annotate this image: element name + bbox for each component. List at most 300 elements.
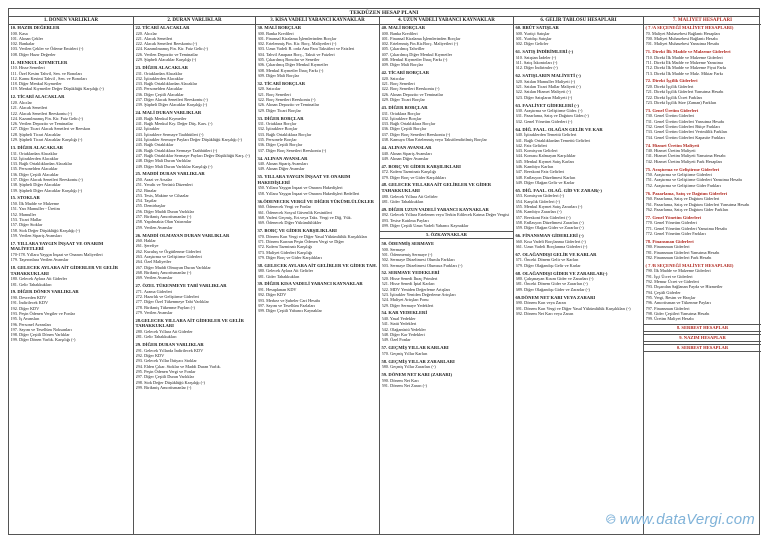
account-group-title: 36.ÖDENECEK VERGİ VE DİĞER YÜKÜMLÜLÜKLER (257, 198, 374, 204)
account-item: 152. Mamuller (10, 211, 37, 217)
account-item: 120. Alıcılar (10, 99, 32, 105)
account-item: 781. Finansman Giderleri Yansıtma Hesabı (645, 249, 720, 255)
account-group (258, 25, 378, 78)
account-item: 335. Personele Borçlar (257, 137, 297, 143)
account-group-title: ( 7 /B SEÇENEĞİ MALİYET HESAPLARI) (645, 262, 734, 268)
account-column (514, 17, 644, 534)
account-group (11, 25, 132, 57)
account-item: 493. Tesise Katılma Payları (381, 217, 429, 223)
account-item: 245. Bağlı Ortaklıklar (135, 142, 174, 148)
account-group (11, 94, 132, 142)
account-group (258, 116, 378, 153)
section-list (514, 25, 643, 534)
account-group-title: 60. BRÜT SATIŞLAR (515, 25, 559, 30)
account-item: 259. Verilen Avanslar (135, 224, 173, 230)
account-item: 661. Uzun Vadeli Borçlanma Giderleri (-) (515, 243, 588, 249)
account-item: 243. İştiraklere Sermaye Taahhütleri (-) (135, 131, 204, 137)
account-item: 771. Genel Yönetim Giderleri Yansıtma Hesabı (645, 225, 727, 231)
account-item: 436. Diğer Çeşitli Borçlar (381, 126, 427, 132)
account-item: 137. Diğer Alacak Senetleri Reeskontu (-) (10, 176, 83, 182)
account-group (382, 345, 512, 356)
account-item: 108. Diğer Hazır Değerler (10, 51, 56, 57)
account-item: 279. Verilen Avanslar (135, 309, 173, 315)
account-item: 601. Yurtdışı Satışlar (515, 35, 552, 41)
account-item: 298. Stok Değer Düşüklüğü Karşılığı (-) (135, 379, 205, 385)
account-item: 195. İş Avansları (10, 316, 40, 322)
account-item: 761. Pazarlama, Satış ve Dağıtım Giderleri Yansıtma Hesabı (645, 201, 750, 207)
account-group-title: 43. DİĞER BORÇLAR (381, 104, 428, 110)
section-list (9, 25, 133, 534)
account-item: 521. Hisse Senedi İptal Karları (381, 281, 435, 287)
account-item: 742. Hizmet Üretim Maliyeti Fark Hesapları (645, 158, 723, 164)
account-item: 433. Bağlı Ortaklıklara Borçlar (381, 121, 436, 127)
account-group-title: 69.DÖNEM NET KARI VEYA ZARARI (515, 294, 596, 300)
account-item: 420. Satıcılar (381, 75, 405, 81)
account-group (516, 295, 642, 316)
account-group (516, 25, 642, 46)
account-group-title: 11. MENKUL KIYMETLER (10, 59, 68, 65)
account-item: 643. Komisyon Gelirleri (515, 148, 558, 154)
account-item: 329. Diğer Ticari Borçlar (257, 107, 301, 113)
account-group (646, 143, 760, 164)
account-item: 656. Kambiyo Zararları (-) (515, 209, 562, 215)
account-item: 233. Bağlı Ortaklıklardan Alacaklar (135, 81, 198, 87)
account-group-title: 49. DİĞER UZUN VADELİ YABANCI KAYNAKLAR (381, 206, 489, 212)
account-item: 136. Diğer Çeşitli Alacaklar (10, 171, 59, 177)
account-item: 159. Verilen Sipariş Avansları (10, 232, 62, 238)
page-title: TEKDÜZEN HESAP PLANI (8, 8, 760, 16)
account-item: 131. Ortaklardan Alacaklar (10, 150, 58, 156)
account-item: 241. Bağlı Menkul Kıy. Değer Düş. Kars. (-) (135, 121, 213, 127)
section-list (644, 25, 761, 534)
account-item: 337. Diğer Borç Senetleri Reeskontu (-) (257, 147, 327, 153)
account-item: 481. Gider Tahakkukları (381, 198, 424, 204)
account-item: 529. Diğer Sermaye Yedekleri (381, 302, 434, 308)
account-item: 401. Finansal Kiralama İşlemlerinden Borçlar (381, 35, 461, 41)
account-item: 600. Yurtiçi Satışlar (515, 30, 550, 36)
account-item: 281. Gelir Tahakkukları (135, 334, 177, 340)
account-item: 548. Diğer Kar Yedekleri (381, 331, 425, 337)
account-group-title: 77. Genel Yönetim Giderleri (645, 214, 701, 220)
account-item: 720. Direkt İşçilik Giderleri (645, 84, 694, 90)
account-item: 397. Sayım ve Tesellüm Fazlaları (257, 302, 315, 308)
account-column (644, 17, 761, 534)
account-group (646, 49, 760, 76)
account-item: 118. Diğer Menkul Kıymetler (10, 81, 62, 87)
account-item: 541. Statü Yedekleri (381, 321, 417, 327)
account-group-title: 68. OLAĞANDIŞI GİDER VE ZARARLAR(-) (515, 270, 608, 276)
account-item: 252. Binalar (135, 187, 157, 193)
account-group-title: 19. DİĞER DÖNEN VARLIKLAR (10, 289, 79, 295)
account-group (258, 228, 378, 260)
account-item: 499. Diğer Çeşitli Uzun Vadeli Yabancı Kaynaklar (381, 223, 469, 229)
account-item: 332. İştiraklere Borçlar (257, 126, 298, 132)
account-item: 300. Banka Kredileri (257, 30, 294, 36)
account-item: 222. Alacak Senetleri Reeskontu (-) (135, 41, 197, 47)
account-group (11, 195, 132, 238)
accounts-grid (8, 16, 760, 535)
account-item: 752. Araştırma ve Geliştirme Gider Farkları (645, 182, 721, 188)
account-item: 740. Hizmet Üretim Maliyeti (645, 148, 696, 154)
account-item: 251. Yeraltı ve Yerüstü Düzenleri (135, 182, 193, 188)
account-item: 622. Satılan Hizmet Maliyeti (-) (515, 89, 571, 95)
account-item: 322. Borç Senetleri Reeskontu (-) (257, 97, 316, 103)
account-item: 421. Borç Senetleri (381, 81, 415, 87)
account-group (258, 199, 378, 226)
column-header: 2. DURAN VARLIKLAR (134, 17, 255, 25)
account-item: 267. Diğer Maddi Olmayan Duran Varlıklar (135, 264, 211, 270)
account-item: 139. Şüpheli Diğer Alacaklar Karşılığı (-) (10, 187, 83, 193)
account-group (516, 49, 642, 70)
account-item: 649. Diğer Olağan Gelir ve Karlar (515, 179, 575, 185)
account-group-title: 10. HAZIR DEĞERLER (10, 25, 60, 30)
account-item: 732. Genel Üretim Giderleri Bütçe Farkları (645, 124, 720, 130)
account-item: 620. Satılan Mamuller Maliyeti (-) (515, 78, 576, 84)
account-item: 193. Peşin Ödenen Vergiler ve Fonlar (10, 310, 76, 316)
account-group-title: 54. KAR YEDEKLERİ (381, 310, 428, 316)
account-item: 305. Çıkarılmış Bonolar ve Senetler (257, 57, 320, 63)
account-item: 232. İştiraklerden Alacaklar (135, 75, 184, 81)
account-group (136, 318, 254, 340)
account-item: 653. Komisyon Giderleri (-) (515, 193, 564, 199)
account-item: 257. Birikmiş Amortismanlar (-) (135, 214, 192, 220)
account-item: 472. Kıdem Tazminatı Karşılığı (381, 169, 437, 175)
account-item: 373. Maliyet Giderleri Karşılığı (257, 249, 313, 255)
column-header: 6. GELİR TABLOSU HESAPLARI (514, 17, 643, 25)
account-item: 358. Yıllara Yaygın İnşaat ve Onarım Hakedişleri Bedelleri (257, 190, 360, 196)
account-item: 658. Enflasyon Düzeltmesi Zararları (-) (515, 219, 584, 225)
account-item: 580. Geçmiş Yıllar Zararları (-) (381, 364, 436, 370)
account-group (136, 65, 254, 108)
account-item: 655. Menkul Kıymet Satış Zararları (-) (515, 203, 583, 209)
account-group (382, 372, 512, 388)
watermark (605, 506, 755, 532)
account-item: 630. Araştırma ve Geliştirme Gider. (-) (515, 108, 583, 114)
account-item: 721. Direkt İşçilik Giderleri Yansıtma Hesabı (645, 89, 724, 95)
account-item: 247. Bağlı Ortaklıklar Sermaye Payları Değer Düşüklüğü Karş. (-) (135, 152, 250, 158)
account-item: 179. Taşeronlara Verilen Avanslar (10, 257, 69, 263)
account-item: 119. Menkul Kıymetler Değer Düşüklüğü Karşılığı (-) (10, 86, 104, 92)
account-item: 540. Yasal Yedekler (381, 316, 416, 322)
account-group-title: 27. ÖZEL TÜKENMEYE TABİ VARLIKLAR (135, 283, 227, 289)
account-item: 520. Hisse Senedi İhraç Primleri (381, 276, 438, 282)
column-header: 3. KISA VADELİ YABANCI KAYNAKLAR (256, 17, 379, 25)
account-item: 631. Pazarlama, Satış ve Dağıtım Gider.(-) (515, 113, 589, 119)
column-header: 4. UZUN VADELİ YABANCI KAYNAKLAR (380, 17, 513, 25)
watermark-text: www.dataVergi.com (619, 510, 755, 528)
account-item: 431. Ortaklara Borçlar (381, 110, 421, 116)
account-item: 432. İştiraklere Borçlar (381, 115, 422, 121)
account-group (516, 233, 642, 249)
account-group (258, 156, 378, 172)
account-item: 713. Direkt İlk Madde ve Malz. Miktar Farkı (645, 70, 723, 76)
account-item: 70. Maliyet Muhasebesi Bağlantı Hesapları (645, 30, 721, 36)
account-item: 151. Yarı Mamuller - Üretim (10, 206, 60, 212)
account-item: 422. Borç Senetleri Reeskontu (-) (381, 86, 440, 92)
account-item: 440. Alınan Sipariş Avansları (381, 150, 432, 156)
account-item: 294. Elden Çıkar. Stoklar ve Maddi Duran Varlık. (135, 363, 221, 369)
account-item: 712. Direkt İlk Madde ve Malzeme Fiyat Farkı (645, 65, 727, 71)
account-group (136, 110, 254, 169)
account-item: 437. Diğer Borç Senetleri Reeskontu (-) (381, 131, 451, 137)
account-item: 303. Uzun Vadeli B. orda Ana Para Taksitleri ve Faizleri (257, 46, 355, 52)
account-group-title: 75. Araştırma ve Geliştirme Giderleri (645, 166, 720, 172)
account-item: 181. Gelir Tahakkukları (10, 281, 52, 287)
account-item: 379. Diğer Borç ve Gider Karşılıkları (257, 254, 322, 260)
account-item: 654. Karşılık Giderleri (-) (515, 198, 560, 204)
account-group (136, 342, 254, 390)
account-item: 306. Çıkarılmış Diğer Menkul Kıymetler (257, 62, 329, 68)
account-group-title: 57. GEÇMİŞ YILLAR KARLARI (381, 345, 449, 351)
account-item: 112. Kamu Kesimi Tahvil , Sen. ve Bonoları (10, 75, 87, 81)
account-item: 391. Hesaplanan KDV (257, 287, 297, 293)
account-group (382, 105, 512, 142)
account-group (136, 283, 254, 315)
account-item: 795. Vergi, Resim ve Harçlar (645, 294, 696, 300)
account-group-title: 28.GELECEK YILLARA AİT GİDERLER VE GELİR TAHAKKUKLARI (135, 317, 244, 329)
account-item: 254. Taşıtlar (135, 198, 157, 204)
account-item: 741. Hizmet Üretim Maliyeti Yansıtma Hesabı (645, 153, 726, 159)
account-group (382, 70, 512, 102)
account-group (136, 25, 254, 62)
account-item: 333. Bağlı Ortaklıklara Borçlar (257, 131, 312, 137)
account-item: 269. Verilen Avanslar (135, 275, 173, 281)
account-group-title: 64. DİĞ. FAAL. OLAĞAN GELİR VE KAR (515, 126, 603, 132)
account-item: 640. İştiraklerden Temettü Gelirleri (515, 132, 577, 138)
account-item: 796. Amortisman ve Tükenme Payları (645, 300, 711, 306)
account-group-title: 65. DİĞ. FAAL. OLAĞ. GİD VE ZARAR(-) (515, 187, 602, 193)
account-item: 258. Yapılmakta Olan Yatırımlar (135, 219, 192, 225)
account-item: 157. Diğer Stoklar (10, 222, 43, 228)
account-item: 700. Maliyet Muhasebesi Bağlantı Hesabı (645, 35, 718, 41)
account-item: 750. Araştırma ve Geliştirme Giderleri (645, 172, 712, 178)
account-item: 399. Diğer Çeşitli Yabancı Kaynaklar (257, 308, 322, 314)
account-item: 522. MDV Yeniden Değerleme Artışları (381, 286, 451, 292)
section-list (134, 25, 255, 534)
account-item: 647. Reeskont Faiz Gelirleri (515, 169, 565, 175)
account-item: 121. Alacak Senetleri (10, 105, 48, 111)
account-item: 320. Satıcılar (257, 86, 281, 92)
account-group (382, 270, 512, 307)
account-group (646, 215, 760, 236)
account-item: 153. Ticari Mallar (10, 216, 42, 222)
account-column (9, 17, 134, 534)
account-item: 611. Satış İskontoları (-) (515, 59, 558, 65)
account-item: 224. Kazanılmamış Fin. Kir. Faiz Gelir.(-) (135, 46, 208, 52)
account-item: 402. Ertelenmiş Fin.Kir.Borç. Maliyetleri (-) (381, 41, 459, 47)
account-item: 128. Şüpheli Ticari Alacaklar (10, 131, 61, 137)
account-group-title: 30. MALİ BORÇLAR (257, 25, 302, 30)
account-group-title: 24. MALİ DURAN VARLIKLAR (135, 110, 202, 116)
account-group-title: 13. DİĞER ALACAKLAR (10, 144, 63, 150)
account-group-title: 25. MADDİ DURAN VARLIKLAR (135, 171, 205, 177)
account-item: 271. Arama Giderleri (135, 288, 173, 294)
account-item: 790. İlk Madde ve Malzeme Giderleri (645, 268, 711, 274)
account-item: 710. Direkt İlk Madde ve Malzeme Giderleri (645, 54, 723, 60)
account-item: 380. Gelecek Aylara Ait Gelirler (257, 268, 314, 274)
account-item: 360. Ödenecek Vergi ve Fonlar (257, 204, 311, 210)
account-item: 392. Diğer KDV (257, 292, 287, 298)
account-item: 772. Genel Yönetim Gider Farkları (645, 230, 706, 236)
account-item: 197. Sayım ve Tesellüm Noksanları (10, 326, 72, 332)
account-group (516, 188, 642, 231)
account-group-title: 29. DİĞER DURAN VARLIKLAR (135, 342, 204, 348)
account-item: 297. Diğer Çeşitli Duran Varlıklar (135, 374, 195, 380)
account-group (646, 191, 760, 212)
account-item: 122. Alacak Senetleri Reeskontu (-) (10, 110, 72, 116)
account-item: 340. Alınan Sipariş Avansları (257, 161, 308, 167)
account-group-title: 39. DİĞER KISA VADELİ YABANCI KAYNAKLAR (257, 281, 363, 287)
account-item: 429. Diğer Ticari Borçlar (381, 97, 425, 103)
account-group-title: 37. BORÇ VE GİDER KARŞILIKLARI (257, 228, 337, 234)
account-item: 648. Enflasyon Düzeltmesi Karları (515, 174, 576, 180)
account-item: 733. Genel Üretim Giderleri Verimlilik Farkları (645, 129, 728, 135)
account-item: 103. Verilen Çekler ve Ödeme Emirleri (-) (10, 46, 84, 52)
account-group (646, 334, 760, 342)
account-item: 797. Finansman Giderleri (645, 305, 690, 311)
account-item: 479. Diğer Borç ve Gider Karşılıkları (381, 174, 446, 180)
account-item: 734. Genel Üretim Giderleri Kapasite Farkları (645, 134, 725, 140)
account-group (646, 167, 760, 188)
account-item: 659. Diğer Olağan Gider ve Zararlar (-) (515, 225, 584, 231)
account-group-title: 15. STOKLAR (10, 195, 40, 201)
account-item: 731. Genel Üretim Giderleri Yansıtma Hesabı (645, 118, 725, 124)
account-group (136, 171, 254, 230)
account-group (136, 233, 254, 281)
account-item: 689. Diğer Olağandışı Gider ve Zararlar (-) (515, 286, 590, 292)
account-item: 256. Diğer Maddi Duran Varlıklar (135, 208, 195, 214)
account-group (258, 174, 378, 196)
account-item: 302. Ertelenmiş Fin. Kir. Borç. Maliyetleri (-) (257, 41, 337, 47)
account-group (646, 25, 760, 46)
account-item: 701. Maliyet Muhasebesi Yansıtma Hesabı (645, 41, 720, 47)
account-item: 645. Menkul Kıymet Satış Karları (515, 158, 575, 164)
account-item: 762. Pazarlama, Satış ve Dağıtım Gider Farkları (645, 206, 729, 212)
account-group (382, 231, 512, 239)
account-item: 236. Diğer Çeşitli Alacaklar (135, 91, 184, 97)
account-group (516, 73, 642, 100)
account-item: 371. Dönem Karının Peşin Ödenen Vergi ve Diğer (257, 238, 344, 244)
account-item: 549. Özel Fonlar (381, 337, 411, 343)
account-item: 782. Finansman Giderleri Fark Hesabı (645, 255, 712, 260)
account-item: 190. Devreden KDV (10, 295, 47, 301)
account-group-title: 47. BORÇ VE GİDER KARŞILIKLARI (381, 163, 461, 169)
account-item: 793. Dışarıdan Sağlanan Fayda ve Hizmetler (645, 284, 723, 290)
account-group (646, 239, 760, 260)
account-item: 799. Üretim Maliyet Hesabı (645, 316, 694, 322)
account-group-title: 76. Pazarlama, Satış ve Dağıtım Giderleri (645, 190, 728, 196)
column-header: 7. MALİYET HESAPLARI (644, 17, 761, 25)
account-item: 199. Diğer Dönen Varlık. Karşılığı (-) (10, 337, 76, 343)
account-item: 723. Direkt İşçilik Süre (Zaman) Farkları (645, 99, 717, 105)
account-group-title: 74. Hizmet Üretim Maliyeti (645, 142, 700, 148)
account-item: 644. Konusu Kalmayan Karşılıklar (515, 153, 576, 159)
account-item: 500. Sermaye (381, 246, 406, 252)
account-item: 780. Finansman Giderleri (645, 244, 690, 250)
account-item: 679. Diğer Olağandışı Gelir ve Karlar (515, 262, 581, 268)
account-item: 326. Alınan Depozito ve Teminatlar (257, 102, 320, 108)
account-group (646, 344, 760, 352)
account-item: 350. Yıllara Yaygın İnşaat ve Onarım Hakedişleri (257, 185, 343, 191)
account-group-title: 67. OLAĞANDIŞI GELİR VE KARLAR (515, 251, 597, 257)
account-group-title: 32. TİCARİ BORÇLAR (257, 80, 306, 86)
account-item: 730. Genel Üretim Giderleri (645, 113, 695, 119)
account-item: 111. Özel Kesim Tahvil, Sen. ve Bonoları (10, 70, 83, 76)
account-item: 246. Bağlı Ortaklıklara Sermaye Taahhütleri (-) (135, 147, 218, 153)
account-item: 261. Şerefiye (135, 243, 159, 249)
account-item: 138. Şüpheli Diğer Alacaklar (10, 182, 61, 188)
account-item: 623. Diğer Satışların Maliyeti (-) (515, 94, 573, 100)
account-group-title: 23. DİĞER ALACAKLAR (135, 64, 188, 70)
account-group (382, 359, 512, 370)
account-item: 381. Gider Tahakkukları (257, 273, 300, 279)
account-group-title: 62. SATIŞLARIN MALİYETİ (-) (515, 73, 581, 79)
account-group-title: 59. DÖNEM NET KARI (ZARARI) (381, 372, 452, 378)
account-group-title: 34. ALINAN AVANSLAR (257, 155, 308, 161)
account-item: 542. Olağanüstü Yedekler (381, 326, 426, 332)
account-item: 263. Araştırma ve Geliştirme Giderleri (135, 254, 202, 260)
account-group-title: 0. SERBEST HESAPLAR (644, 344, 761, 352)
account-item: 191. İndirilecek KDV (10, 300, 49, 306)
account-item: 231. Ortaklardan Alacaklar (135, 70, 183, 76)
account-item: 102. Bankalar (10, 41, 35, 47)
account-item: 612. Diğer İndirimler (-) (515, 65, 558, 71)
account-group (382, 164, 512, 180)
account-group-title: 8. SERBEST HESAPLAR (644, 324, 761, 332)
account-group-title: 18. GELECEK AYLARA AİT GİDERLER VE GELİR TAHAKKUKLARI (10, 265, 119, 276)
account-item: 711. Direkt İlk Madde ve Malzeme Yansıtma (645, 59, 723, 65)
account-item: 646. Kambiyo Karları (515, 163, 554, 169)
account-group (382, 241, 512, 268)
account-group (516, 252, 642, 268)
account-item: 280. Gelecek Yıllara Ait Giderler (135, 328, 193, 334)
account-group-title: 72. Direkt İşçilik Giderleri (645, 78, 698, 84)
account-group (516, 127, 642, 186)
account-item: 641. Bağlı Ortaklıklardan Temettü Gelirleri (515, 137, 591, 143)
section-list (380, 25, 513, 534)
account-item: 523. İştirakler Yeniden Değerleme Artışları (381, 291, 456, 297)
account-column (134, 17, 256, 534)
account-item: 262. Kuruluş ve Örgütlenme Giderleri (135, 248, 202, 254)
account-item: 235. Personelden Alacaklar (135, 86, 183, 92)
account-item: 101. Alınan Çekler (10, 35, 44, 41)
account-item: 229. Şüpheli Alacaklar Karşılığı (-) (135, 57, 197, 63)
account-group-title: 42. TİCARİ BORÇLAR (381, 70, 430, 76)
account-item: 660. Kısa Vadeli Borçlanma Giderleri (-) (515, 238, 586, 244)
account-group-title: 35. YILLARA YAYGIN İNŞAAT VE ONARIM HAKEDİŞLERİ (257, 174, 351, 185)
account-item: 226. Verilen Depozito ve Teminatlar (135, 51, 198, 57)
account-item: 691. Dönem Karı Vergi ve Diğer Yasal Yükümlülük Karşılıkları (-) (515, 305, 631, 311)
account-group-title: 44. ALINAN AVANSLAR (381, 144, 432, 150)
account-item: 794. Çeşitli Giderler (645, 289, 681, 295)
account-item: 692. Dönem Net Karı veya Zararı (515, 310, 574, 316)
account-item: 770. Genel Yönetim Giderleri (645, 220, 697, 226)
account-item: 407. Çıkarılmış Diğer Menkul Kıymetler (381, 51, 453, 57)
account-item: 503. Sermaye Düzeltmesi Olumsuz Farkları (-) (381, 262, 463, 268)
account-item: 133. Bağlı Ortaklıklardan Alacaklar (10, 161, 73, 167)
account-item: 198. Diğer Çeşitli Dönen Varlıklar (10, 332, 70, 338)
account-item: 127. Diğer Ticari Alacak Senetleri ve Reeskon (10, 126, 91, 132)
account-item: 264. Özel Maliyetler (135, 259, 172, 265)
account-item: 239. Şüpheli Diğer Alacaklar Karşılığı (-) (135, 102, 208, 108)
account-group-title: 58. GEÇMİŞ YILLAR ZARARLARI (381, 358, 455, 364)
account-item: 722. Direkt İşçilik Ücret Farkları (645, 94, 703, 100)
account-group-title: 12. TİCARİ ALACAKLAR (10, 94, 65, 100)
account-item: 220. Alıcılar (135, 30, 157, 36)
account-group-title: 22. TİCARİ ALACAKLAR (135, 25, 190, 30)
account-item: 405. Çıkarılmış Tahviller (381, 46, 425, 52)
account-item: 150. İlk Madde ve Malzeme (10, 201, 60, 207)
